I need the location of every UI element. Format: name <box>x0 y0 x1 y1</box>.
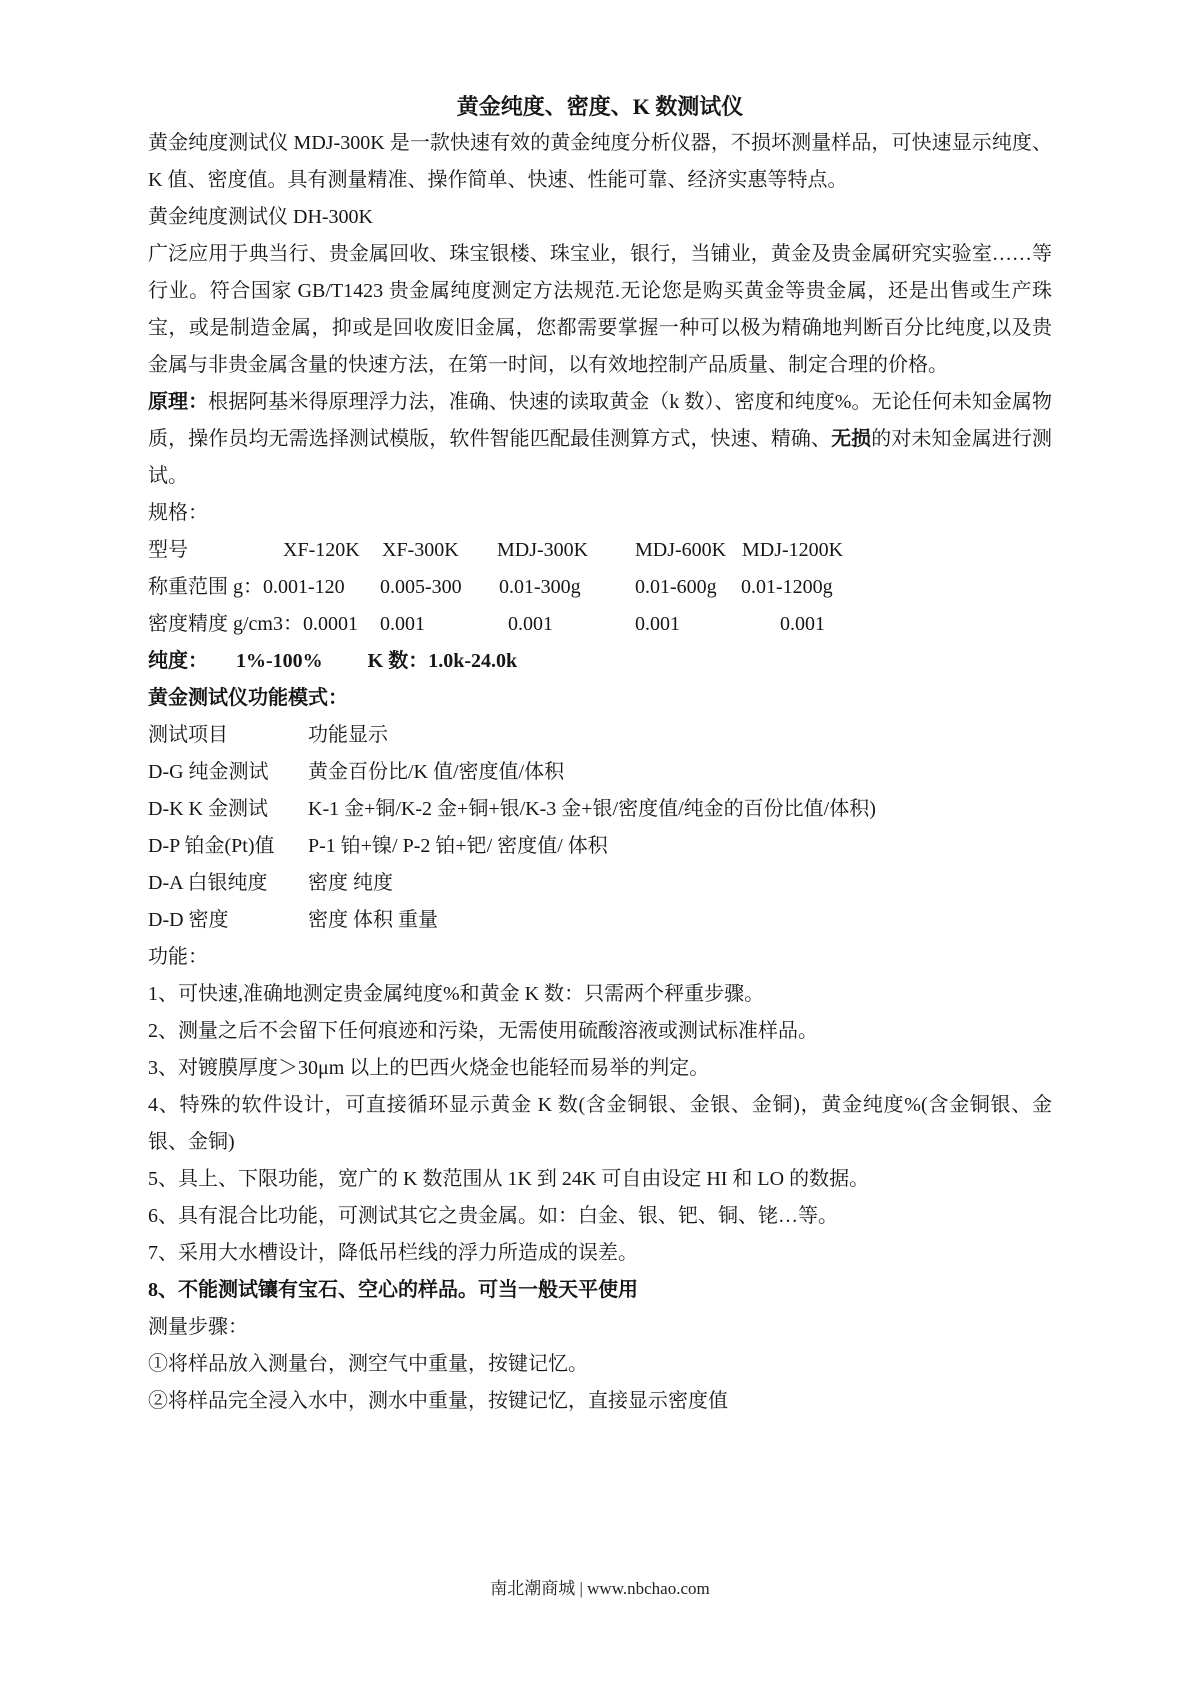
principle-text-before: 根据阿基米得原理浮力法，准确、快速的读取黄金（k 数）、密度和纯度%。无论任何未知金属物质，操作员均无需选择测试模版，软件智能匹配最佳测算方式，快速、精确、 <box>148 391 1052 450</box>
doc-title: 黄金纯度、密度、K 数测试仪 <box>456 94 744 119</box>
spec-cell: XF-300K <box>382 539 459 561</box>
k-number-range: 1.0k-24.0k <box>428 650 518 672</box>
function-item-3: 3、对镀膜厚度＞30μm 以上的巴西火烧金也能轻而易举的判定。 <box>148 1057 710 1079</box>
page-footer: 南北潮商城 | www.nbchao.com <box>490 1579 710 1598</box>
modes-header-row <box>148 717 1052 754</box>
mode-label: D-A 白银纯度 <box>148 872 268 894</box>
mode-label: D-D 密度 <box>148 909 229 931</box>
spec-cell: 0.01-1200g <box>741 576 833 598</box>
purity-range: 1%-100% <box>236 650 323 672</box>
spec-cell: MDJ-300K <box>497 539 589 561</box>
purity-line <box>148 643 1052 680</box>
function-item-4: 4、特殊的软件设计，可直接循环显示黄金 K 数(含金铜银、金银、金铜)，黄金纯度%(含金铜银、金银、金铜) <box>148 1094 1052 1153</box>
step-item-1: ①将样品放入测量台，测空气中重量，按键记忆。 <box>148 1353 588 1375</box>
specs-row-models <box>148 532 1052 569</box>
spec-cell: 0.01-600g <box>635 576 717 598</box>
mode-row-dp <box>148 828 1052 865</box>
spec-cell: 0.001 <box>380 613 425 635</box>
function-item-1: 1、可快速,准确地测定贵金属纯度%和黄金 K 数：只需两个秤重步骤。 <box>148 983 765 1005</box>
function-item-8: 8、不能测试镶有宝石、空心的样品。可当一般天平使用 <box>148 1279 638 1301</box>
mode-desc: 黄金百份比/K 值/密度值/体积 <box>308 761 565 783</box>
spec-cell: 0.01-300g <box>499 576 581 598</box>
modes-header-item: 测试项目 <box>148 724 228 746</box>
function-item-2: 2、测量之后不会留下任何痕迹和污染，无需使用硫酸溶液或测试标准样品。 <box>148 1020 818 1042</box>
mode-desc: 密度 体积 重量 <box>308 909 438 931</box>
function-item-6: 6、具有混合比功能，可测试其它之贵金属。如：白金、银、钯、铜、铑…等。 <box>148 1205 838 1227</box>
intro-paragraph: 黄金纯度测试仪 MDJ-300K 是一款快速有效的黄金纯度分析仪器，不损坏测量样品，可快速显示纯度、K 值、密度值。具有测量精准、操作简单、快速、性能可靠、经济实惠等特点。 <box>148 132 1052 191</box>
principle-paragraph <box>148 384 1052 495</box>
spec-cell: 0.001 <box>508 613 553 635</box>
functions-label: 功能： <box>148 946 208 968</box>
mode-desc: P-1 铂+镍/ P-2 铂+钯/ 密度值/ 体积 <box>308 835 608 857</box>
function-item-5: 5、具上、下限功能，宽广的 K 数范围从 1K 到 24K 可自由设定 HI 和 LO 的数据。 <box>148 1168 870 1190</box>
modes-heading: 黄金测试仪功能模式： <box>148 687 348 709</box>
spec-cell: 0.005-300 <box>380 576 462 598</box>
purity-label: 纯度： <box>148 650 208 672</box>
spec-cell: 0.001 <box>635 613 680 635</box>
model-line: 黄金纯度测试仪 DH-300K <box>148 206 373 228</box>
principle-text-after: 的对未知金属进行测试。 <box>148 428 1053 487</box>
mode-desc: 密度 纯度 <box>308 872 393 894</box>
spec-cell: 密度精度 g/cm3：0.0001 <box>148 613 358 635</box>
principle-label: 原理： <box>148 391 209 413</box>
principle-bold-word: 无损 <box>831 428 872 450</box>
spec-cell: MDJ-600K <box>635 539 727 561</box>
k-number-label: K 数： <box>367 650 429 672</box>
spec-cell: 称重范围 g：0.001-120 <box>148 576 345 598</box>
function-item-7: 7、采用大水槽设计，降低吊栏线的浮力所造成的误差。 <box>148 1242 638 1264</box>
spec-cell: MDJ-1200K <box>742 539 844 561</box>
specs-label: 规格： <box>148 502 208 524</box>
mode-label: D-K K 金测试 <box>148 798 268 820</box>
specs-row-density-precision <box>148 606 1052 643</box>
mode-label: D-G 纯金测试 <box>148 761 269 783</box>
spec-cell: 0.001 <box>780 613 825 635</box>
spec-cell: 型号 <box>148 539 188 561</box>
steps-label: 测量步骤： <box>148 1316 248 1338</box>
specs-row-weighing-range <box>148 569 1052 606</box>
mode-desc: K-1 金+铜/K-2 金+铜+银/K-3 金+银/密度值/纯金的百份比值/体积) <box>308 798 876 820</box>
applications-paragraph: 广泛应用于典当行、贵金属回收、珠宝银楼、珠宝业，银行，当铺业，黄金及贵金属研究实验室……等行业。符合国家 GB/T1423 贵金属纯度测定方法规范.无论您是购买黄金等贵金属，还是出售或生产珠宝，或是制造金属，抑或是回收废旧金属，您都需要掌握一种可以极为精确地判断百分比纯度,以及贵金属与非贵金属含量的快速方法，在第一时间，以有效地控制产品质量、制定合理的价格。 <box>148 243 1052 376</box>
mode-label: D-P 铂金(Pt)值 <box>148 835 275 857</box>
mode-row-dg <box>148 754 1052 791</box>
modes-header-display: 功能显示 <box>308 724 388 746</box>
step-item-2: ②将样品完全浸入水中，测水中重量，按键记忆，直接显示密度值 <box>148 1390 728 1412</box>
spec-cell: XF-120K <box>283 539 360 561</box>
mode-row-dd <box>148 902 1052 939</box>
mode-row-dk <box>148 791 1052 828</box>
mode-row-da <box>148 865 1052 902</box>
